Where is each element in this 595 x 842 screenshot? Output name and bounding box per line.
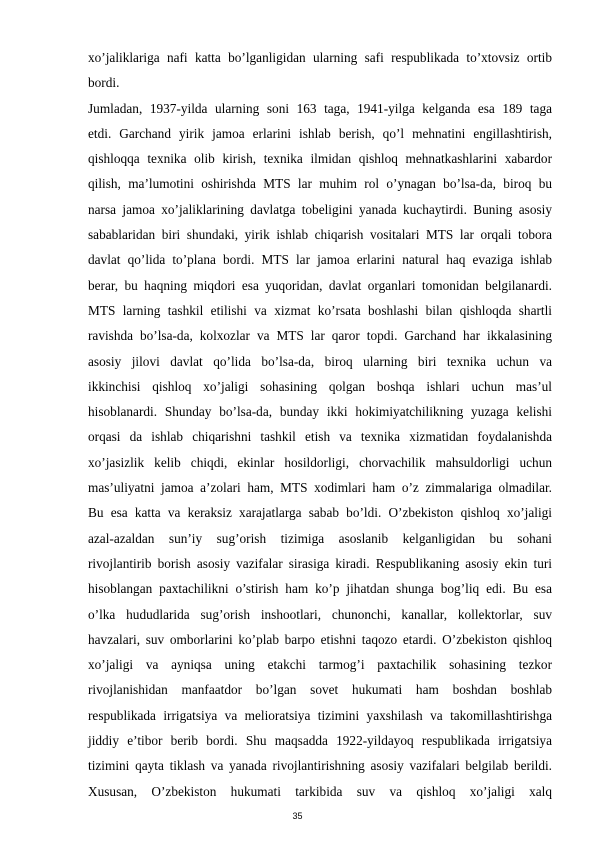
text-line: hisoblanardi. Shunday bo’lsa-da, bunday ikki hokimiyatchilikning yuzaga kelishi [88,404,552,420]
text-line: narsa jamoa xo’jaliklarining davlatga tobeligini yanada kuchaytirdi. Buning asosiy [88,201,552,217]
text-line: bordi. [88,75,120,91]
text-line: ravishda bo’lsa-da, kolxozlar va MTS lar qaror topdi. Garchand har ikkalasining [88,328,552,344]
body-text [88,45,552,804]
text-line: Bu esa katta va keraksiz xarajatlarga sabab bo’ldi. O’zbekiston qishloq xo’jaligi [88,505,552,521]
text-line: rivojlantirib borish asosiy vazifalar sirasiga kiradi. Respublikaning asosiy ekin turi [88,555,552,571]
text-line: asosiy jilovi davlat qo’lida bo’lsa-da, biroq ularning biri texnika uchun va [88,353,552,369]
text-line: azal-azaldan sun’iy sug’orish tizimiga asoslanib kelganligidan bu sohani [88,530,552,546]
text-line: etdi. Garchand yirik jamoa erlarini ishlab berish, qo’l mehnatini engillashtirish, [88,125,552,141]
text-line: rivojlanishidan manfaatdor bo’lgan sovet hukumati ham boshdan boshlab [88,682,552,698]
text-line: qilish, ma’lumotini oshirishda MTS lar muhim rol o’ynagan bo’lsa-da, biroq bu [88,176,552,192]
text-line: ikkinchisi qishloq xo’jaligi sohasining qolgan boshqa ishlari uchun mas’ul [88,378,552,394]
text-line: mas’uliyatni jamoa a’zolari ham, MTS xodimlari ham o’z zimmalariga olmadilar. [88,480,552,496]
text-line: Xususan, O’zbekiston hukumati tarkibida suv va qishloq xo’jaligi xalq [88,783,552,799]
text-line: hisoblangan paxtachilikni o’stirish ham ko’p jihatdan shunga bog’liq edi. Bu esa [88,581,552,597]
text-line: qishloqqa texnika olib kirish, texnika ilmidan qishloq mehnatkashlarini xabardor [88,151,552,167]
text-line: davlat qo’lida to’plana bordi. MTS lar jamoa erlarini natural haq evaziga ishlab [88,252,552,268]
text-line: tizimini qayta tiklash va yanada rivojlantirishning asosiy vazifalari belgilab berildi. [88,758,552,774]
text-line: o’lka hududlarida sug’orish inshootlari, chunonchi, kanallar, kollektorlar, suv [88,606,552,622]
text-line: Jumladan, 1937-yilda ularning soni 163 taga, 1941-yilga kelganda esa 189 taga [88,100,552,116]
text-line: jiddiy e’tibor berib bordi. Shu maqsadda 1922-yildayoq respublikada irrigatsiya [88,733,552,749]
page-number: 35 [292,811,303,821]
text-line: MTS larning tashkil etilishi va xizmat ko’rsata boshlashi bilan qishloqda shartli [88,302,552,318]
text-line: havzalari, suv omborlarini ko’plab barpo etishni taqozo etardi. O’zbekiston qishloq [88,631,552,647]
text-line: respublikada irrigatsiya va melioratsiya tizimini yaxshilash va takomillashtirishga [88,707,552,723]
text-line: berar, bu haqning miqdori esa yuqoridan, davlat organlari tomonidan belgilanardi. [88,277,552,293]
text-line: xo’jasizlik kelib chiqdi, ekinlar hosildorligi, chorvachilik mahsuldorligi uchun [88,454,552,470]
text-line: xo’jaligi va ayniqsa uning etakchi tarmog’i paxtachilik sohasining tezkor [88,657,552,673]
text-line: sabablaridan biri shundaki, yirik ishlab chiqarish vositalari MTS lar orqali tobora [88,227,552,243]
text-line: orqasi da ishlab chiqarishni tashkil etish va texnika xizmatidan foydalanishda [88,429,552,445]
text-line: xo’jaliklariga nafi katta bo’lganligidan ularning safi respublikada to’xtovsiz ortib [88,50,552,65]
